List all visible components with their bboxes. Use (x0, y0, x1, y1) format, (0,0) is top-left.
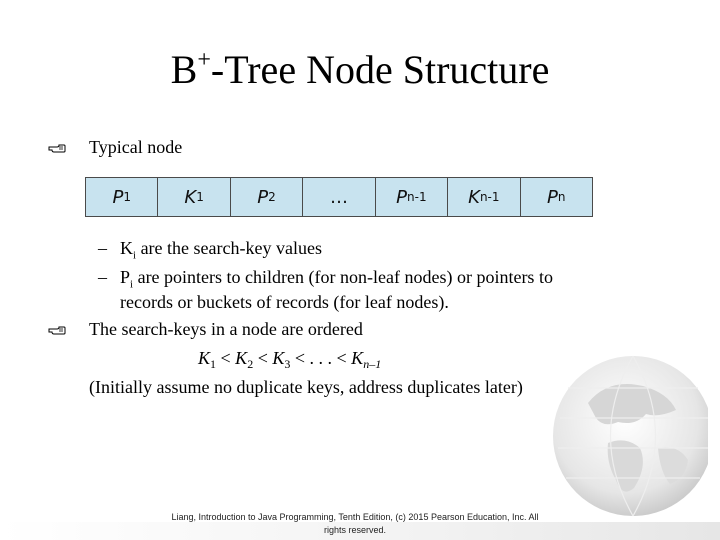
pointing-hand-icon (48, 141, 66, 155)
bullet-ordered-keys: The search-keys in a node are ordered (89, 319, 363, 339)
node-cell-p2: P 2 (231, 178, 303, 216)
node-cell-kn-1: K n-1 (448, 178, 520, 216)
globe-icon (548, 348, 708, 518)
slide-title: B+-Tree Node Structure (170, 47, 550, 92)
subbullet-pointers: $P_i$ are pointers to children (for non-leaf nodes) or pointers to (120, 267, 553, 291)
node-structure-table (85, 177, 593, 217)
node-cell-pn: P n (547, 186, 566, 208)
node-cell-ellipsis: … (303, 178, 375, 216)
footer-copyright: Liang, Introduction to Java Programming, Tenth Edition, (c) 2015 Pearson Education, Inc. All rights reserved. (171, 512, 539, 535)
pointing-hand-icon (48, 323, 66, 337)
dash-bullet: – (98, 238, 107, 258)
ordering-equation: $K_1 < K_2 < K_3$ < . . . < $K_{n-1}$ (198, 348, 382, 371)
node-cell-k1: K 1 (158, 178, 230, 216)
duplicate-keys-note: (Initially assume no duplicate keys, address duplicates later) (89, 377, 523, 397)
subbullet-pointers-continued: records or buckets of records (for leaf nodes). (120, 292, 449, 312)
subbullet-keys: $K_i$ are the search-key values (120, 238, 322, 262)
bullet-typical-node: Typical node (89, 137, 183, 157)
dash-bullet: – (98, 267, 107, 287)
node-cell-pn-1: P n-1 (376, 178, 448, 216)
node-cell-p1: P 1 (86, 178, 158, 216)
